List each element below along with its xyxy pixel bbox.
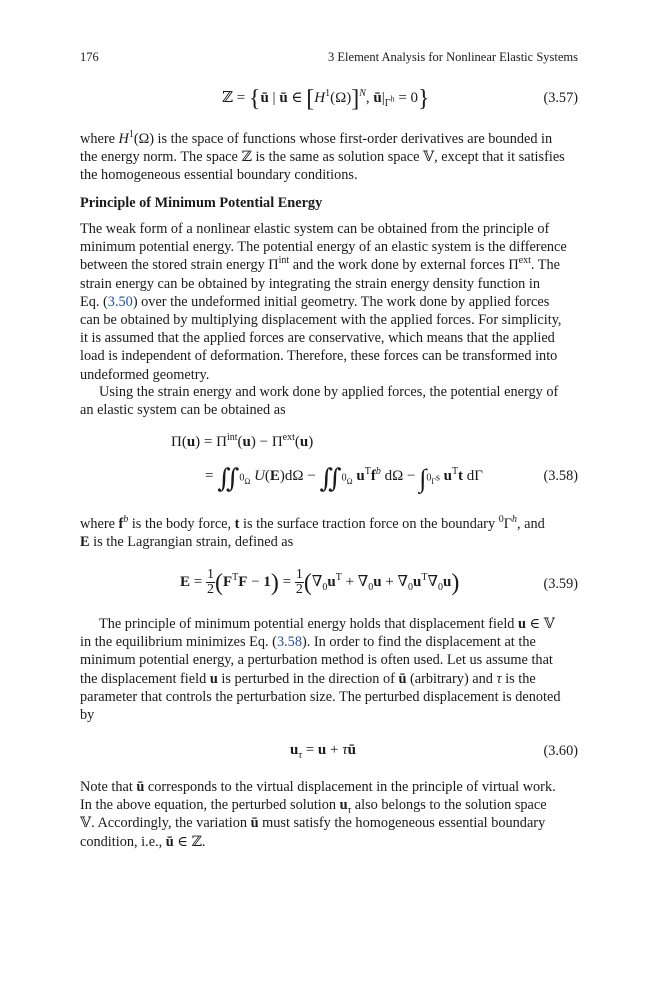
equation-3-58: $\Pi(u) = \Pi^{int}(u) - \Pi^{ext}(u)$ = $∬_{^0\Omega}$ $U(E)d\Omega - ∬_{^0\Omega}$ $u^Tf^b$ $d\Omega - \int_{^0\Gamma^s}$ $u^Tt$ dΓ (3.58) (171, 432, 578, 493)
equation-3-60: $u_\tau = u$ + τū (3.60) (290, 742, 578, 761)
equation-3-57: ℤ = {ū | ū ∈ $[H^1(\Omega)]^N$, $ū|_{\Gamma^h} = 0$} (3.57) (222, 86, 578, 112)
equation-reference-link[interactable]: 3.50 (107, 293, 133, 310)
page-number: 176 (80, 50, 99, 64)
paragraph-function-space: where $H^1(\Omega)$ is the space of functions whose first-order derivatives are bounded in the energy norm. The space ℤ is the same as solution space 𝕍, except that it satisfies the homogeneous essential boundary conditions. (80, 129, 565, 184)
equation-3-59: E = $\frac{1}{2}$ $(F^TF - 1)$ = $\frac{1}{2}$ $(\nabla_0u^T + \nabla_0u + \nabla_0u^T\nabla_0u)$ (3.59) (180, 567, 578, 597)
equation-number: (3.58) (543, 468, 578, 484)
paragraph-potential-energy: Using the strain energy and work done by applied forces, the potential energy of an elastic system can be obtained as (80, 384, 559, 419)
equation-number: (3.60) (543, 743, 578, 759)
equation-number: (3.57) (543, 90, 578, 106)
running-title: 3 Element Analysis for Nonlinear Elastic Systems (328, 50, 578, 64)
page-header (80, 50, 578, 68)
equation-reference-link[interactable]: 3.58 (276, 634, 302, 651)
section-heading: Principle of Minimum Potential Energy (80, 195, 323, 211)
paragraph-weak-form: The weak form of a nonlinear elastic system can be obtained from the principle of minimum potential energy. The potential energy of an elastic system is the difference between the stored strain energy $\Pi^{int}$ and the work done by external forces $\Pi^{ext}$. The strain energy can be obtained by integrating the strain energy density function in Eq. (3.50) over the undeformed initial geometry. The work done by applied forces can be obtained by multiplying displacement with the applied forces. For simplicity, it is assumed that the applied forces are conservative, which means that the applied load is independent of deformation. Therefore, these forces can be transformed into undeformed geometry. (80, 221, 567, 383)
equation-number: (3.59) (543, 576, 578, 592)
paragraph-body-force: where $f^b$ is the body force, t is the surface traction force on the boundary $^0\Gamma^h$, and E is the Lagrangian strain, defined as (80, 514, 545, 551)
paragraph-minimum-principle: The principle of minimum potential energy holds that displacement field u ∈ 𝕍 in the equilibrium minimizes Eq. (3.58). In order to find the displacement at the minimum potential energy, a perturbation method is often used. Let us assume that the displacement field u is perturbed in the direction of ū (arbitrary) and τ is the parameter that controls the perturbation size. The perturbed displacement is denoted by (80, 616, 561, 724)
paragraph-virtual-displacement: Note that ū corresponds to the virtual displacement in the principle of virtual work. In the above equation, the perturbed solution $u_\tau$ also belongs to the solution space 𝕍. Accordingly, the variation ū must satisfy the homogeneous essential boundary condition, i.e., ū ∈ ℤ. (80, 779, 556, 850)
